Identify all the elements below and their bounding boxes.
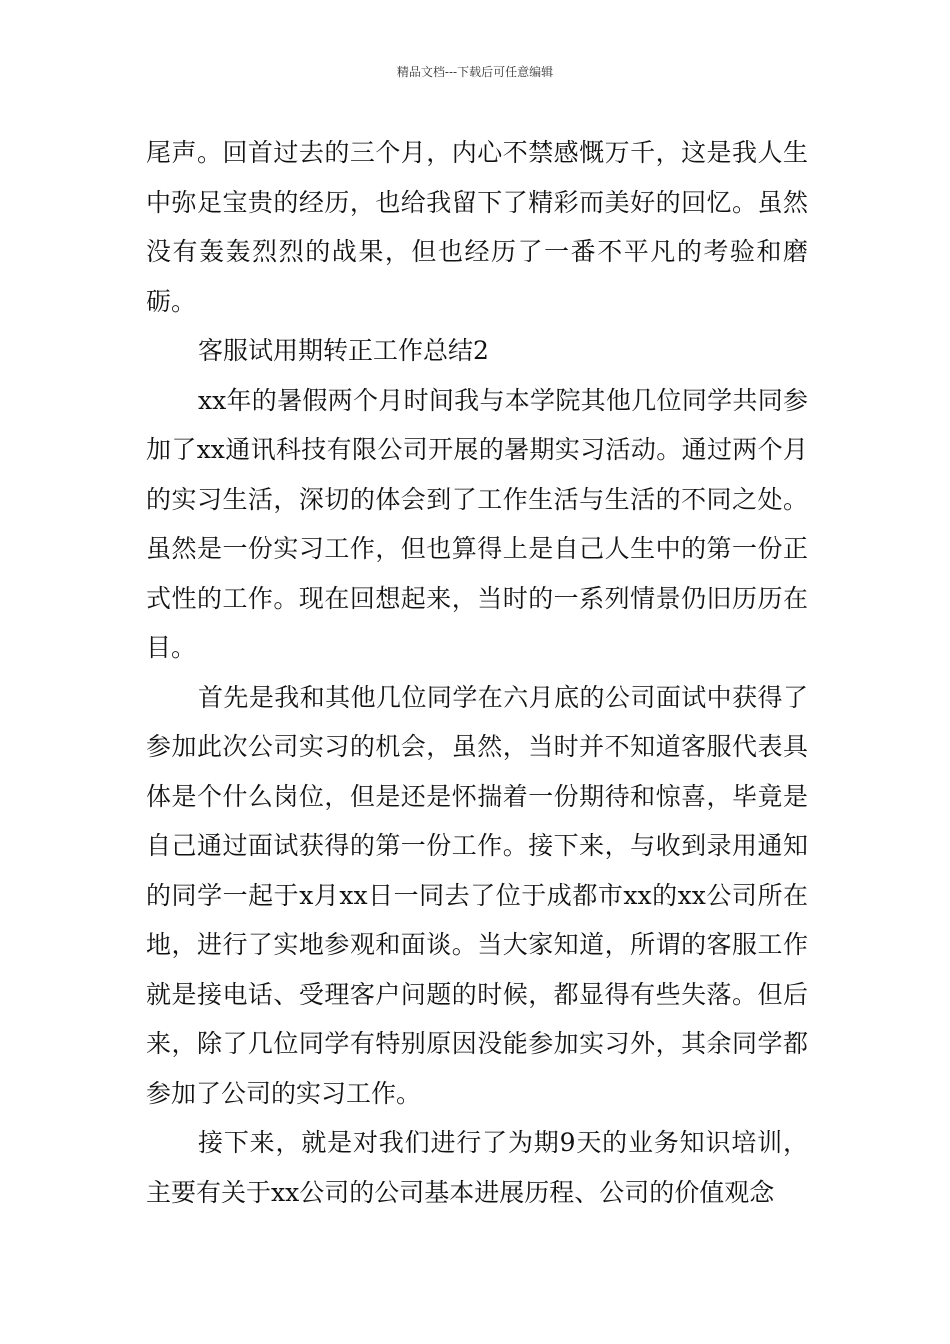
document-body <box>146 128 808 1217</box>
paragraph-interview: 首先是我和其他几位同学在六月底的公司面试中获得了参加此次公司实习的机会，虽然，当时并不知道客服代表具体是个什么岗位，但是还是怀揣着一份期待和惊喜，毕竟是自己通过面试获得的第一份工作。接下来，与收到录用通知的同学一起于x月xx日一同去了位于成都市xx的xx公司所在地，进行了实地参观和面谈。当大家知道，所谓的客服工作就是接电话、受理客户问题的时候，都显得有些失落。但后来，除了几位同学有特别原因没能参加实习外，其余同学都参加了公司的实习工作。 <box>146 682 808 1108</box>
paragraph-training: 接下来，就是对我们进行了为期9天的业务知识培训，主要有关于xx公司的公司基本进展历程、公司的价值观念 <box>146 1128 808 1207</box>
paragraph-intro: xx年的暑假两个月时间我与本学院其他几位同学共同参加了xx通讯科技有限公司开展的暑期实习活动。通过两个月的实习生活，深切的体会到了工作生活与生活的不同之处。虽然是一份实习工作，但也算得上是自己人生中的第一份正式性的工作。现在回想起来，当时的一系列情景仍旧历历在目。 <box>146 385 808 662</box>
paragraph-continuation: 尾声。回首过去的三个月，内心不禁感慨万千，这是我人生中弥足宝贵的经历，也给我留下了精彩而美好的回忆。虽然没有轰轰烈烈的战果，但也经历了一番不平凡的考验和磨砺。 <box>146 138 808 316</box>
page-header: 精品文档---下载后可任意编辑 <box>396 65 554 79</box>
section-heading: 客服试用期转正工作总结2 <box>198 336 489 365</box>
